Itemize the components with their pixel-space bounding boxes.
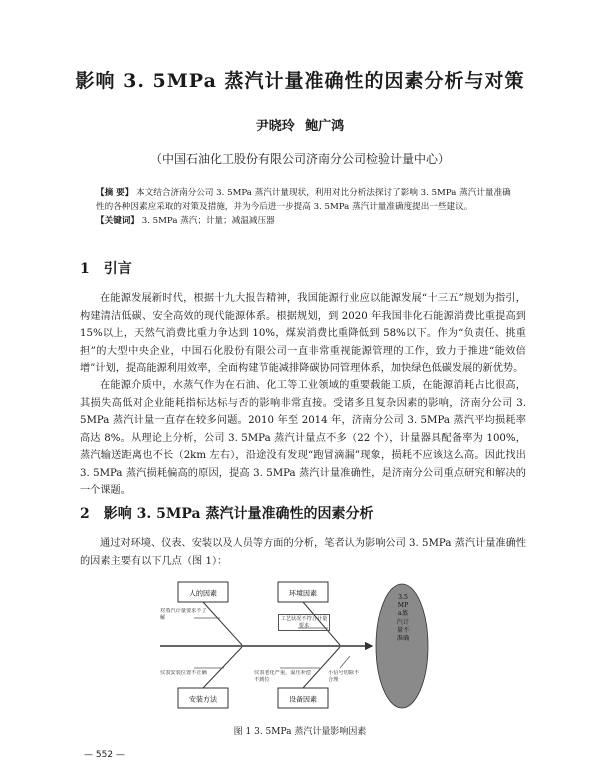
section-2-title: 影响 3. 5MPa 蒸汽计量准确性的因素分析 [103, 506, 374, 522]
page-number: — 552 — [84, 750, 125, 760]
section-1-title: 引言 [103, 261, 132, 277]
section-1-paragraph-1: 在能源发展新时代，根据十九大报告精神，我国能源行业应以能源发展“十三五”规划为指引，构建清洁低碳、安全高效的现代能源体系。根据规划，到 2020 年我国非化石能源消费比重提高到 15%以上，天然气消费比重力争达到 10%，煤炭消费比重降低到 58%以下。作为“负责任、挑重担”的大型中央企业，中国石化股份有限公司一直非常重视能源管理的工作，致力于推进“能效倍增”计划，提高能源利用效率，全面构建节能减排降碳协同管理体系，加快绿色低碳发展的新优势。 [80, 293, 526, 374]
section-2-paragraph-1: 通过对环境、仪表、安装以及人员等方面的分析，笔者认为影响公司 3. 5MPa 蒸汽计量准确性的因素主要有以下几点（图 1）： [80, 538, 526, 567]
section-1-paragraph-2: 在能源介质中，水蒸气作为在石油、化工等工业领域的重要载能工质，在能源消耗占比很高，其损失高低对企业能耗指标达标与否的影响非常直接。受诸多且复杂因素的影响，济南分公司 3. 5MPa 蒸汽计量一直存在较多问题。2010 年至 2014 年，济南分公司 3. 5MPa 蒸汽平均损耗率高达 8%。从理论上分析，公司 3. 5MPa 蒸汽计量点不多（22 个），计量器具配备率为 100%，蒸汽输送距离也不长（2km 左右），沿途没有发现“跑冒滴漏”现象，损耗不应该这么高。因此找出 3. 5MPa 蒸汽损耗偏高的原因，提高 3. 5MPa 蒸汽计量准确性，是济南分公司重点研究和解决的一个课题。 [80, 380, 526, 496]
cause-position: 仪表安装位置不正确 [160, 670, 207, 676]
paper-title: 影响 3. 5MPa 蒸汽计量准确性的因素分析与对策 [75, 70, 525, 92]
section-2-number: 2 [80, 506, 90, 522]
effect-text-wrap [392, 594, 414, 702]
keywords-text: 3. 5MPa 蒸汽；计量；减温减压器 [141, 216, 275, 226]
cause-staff: 对蒸汽计量要求不了解 [160, 608, 207, 621]
box-environment-label: 环境因素 [289, 589, 317, 598]
figure-caption: 图 1 3. 5MPa 蒸汽计量影响因素 [233, 727, 367, 737]
keywords [96, 214, 514, 228]
cause-small-signal: 小信号切除不合理 [328, 670, 360, 683]
cause-small-signal-wrap [328, 670, 364, 688]
fishbone-diagram [150, 576, 450, 716]
cause-aging: 仪表老化严重，温压补偿不到位 [254, 670, 312, 683]
box-equipment-label: 设备因素 [289, 695, 317, 704]
cause-line-small-signal [340, 656, 350, 668]
abstract [96, 186, 514, 214]
cause-process: 工艺状况不符合计量要求 [278, 614, 330, 631]
box-people-label: 人的因素 [189, 589, 217, 598]
cause-process-wrap [278, 614, 330, 636]
section-1-number: 1 [80, 261, 90, 277]
effect-text: 3.5MPa蒸汽计量不准确 [396, 594, 410, 643]
authors: 尹晓玲 鲍广鸿 [255, 119, 345, 134]
section-2-heading [80, 503, 373, 523]
box-installation-label: 安装方法 [189, 695, 217, 704]
cause-position-wrap [160, 670, 210, 688]
abstract-block [96, 186, 514, 228]
section-1-heading [80, 258, 132, 278]
cause-aging-wrap [254, 670, 312, 688]
abstract-text: 本文结合济南分公司 3. 5MPa 蒸汽计量现状，利用对比分析法探讨了影响 3. 5MPa 蒸汽计量准确性的各种因素应采取的对策及措施，并为今后进一步提高 3. 5MPa 蒸汽计量准确度提出一些建议。 [96, 188, 511, 212]
affiliation: （中国石油化工股份有限公司济南分公司检验计量中心） [149, 152, 450, 166]
cause-staff-wrap [160, 608, 210, 632]
abstract-label: 【摘 要】 [96, 188, 134, 198]
keywords-label: 【关键词】 [96, 216, 139, 226]
